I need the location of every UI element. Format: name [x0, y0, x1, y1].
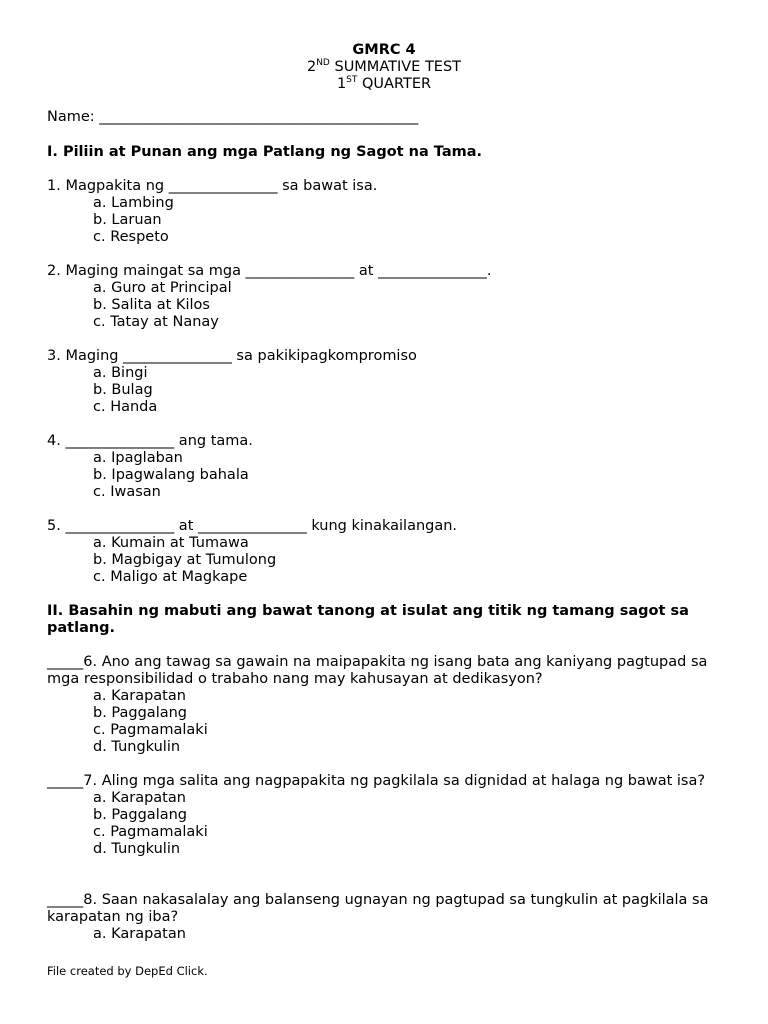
answer-option: a. Bingi: [93, 365, 148, 381]
answer-option: c. Maligo at Magkape: [93, 569, 248, 585]
question-block: [47, 518, 727, 586]
answer-option: a. Karapatan: [93, 790, 186, 806]
quarter-label: QUARTER: [357, 76, 432, 92]
part2-questions: [47, 654, 727, 943]
answer-option: c. Tatay at Nanay: [93, 314, 219, 330]
quarter-number: 1: [336, 76, 347, 92]
part1-heading: I. Piliin at Punan ang mga Patlang ng Sagot na Tama.: [47, 144, 482, 160]
answer-option: a. Lambing: [93, 195, 174, 211]
question-text: 2. Maging maingat sa mga _______________ at _______________.: [47, 263, 492, 279]
answer-option: c. Respeto: [93, 229, 169, 245]
answer-option: b. Magbigay at Tumulong: [93, 552, 277, 568]
answer-option: a. Guro at Principal: [93, 280, 232, 296]
document-header: [47, 42, 721, 93]
question-block: [47, 892, 727, 943]
answer-option: b. Paggalang: [93, 807, 188, 823]
test-ordinal: ND: [316, 58, 330, 69]
question-text: 4. _______________ ang tama.: [47, 433, 253, 449]
name-field: Name: ____________________________________________: [47, 109, 419, 125]
subject-title: GMRC 4: [352, 42, 416, 58]
test-title: [47, 59, 721, 76]
footer-credit: File created by DepEd Click.: [47, 964, 208, 978]
question-text: 3. Maging _______________ sa pakikipagkompromiso: [47, 348, 417, 364]
document-page: [47, 42, 727, 943]
answer-option: a. Karapatan: [93, 926, 186, 942]
question-block: [47, 263, 727, 331]
question-text: _____8. Saan nakasalalay ang balanseng ugnayan ng pagtupad sa tungkulin at pagkilala sa karapatan ng iba?: [47, 892, 709, 925]
answer-option: a. Kumain at Tumawa: [93, 535, 249, 551]
answer-option: b. Laruan: [93, 212, 162, 228]
answer-option: b. Ipagwalang bahala: [93, 467, 249, 483]
answer-option: d. Tungkulin: [93, 739, 181, 755]
answer-option: b. Paggalang: [93, 705, 188, 721]
answer-option: b. Salita at Kilos: [93, 297, 210, 313]
answer-option: c. Pagmamalaki: [93, 722, 208, 738]
answer-option: c. Handa: [93, 399, 158, 415]
quarter-title: [47, 76, 721, 93]
answer-option: d. Tungkulin: [93, 841, 181, 857]
answer-option: b. Bulag: [93, 382, 153, 398]
test-label: SUMMATIVE TEST: [329, 59, 462, 75]
part2-heading: II. Basahin ng mabuti ang bawat tanong at isulat ang titik ng tamang sagot sa patlang.: [47, 603, 689, 636]
answer-option: a. Ipaglaban: [93, 450, 183, 466]
question-block: [47, 178, 727, 246]
test-number: 2: [306, 59, 317, 75]
answer-option: c. Pagmamalaki: [93, 824, 208, 840]
part1-questions: [47, 178, 727, 586]
question-block: [47, 654, 727, 756]
question-block: [47, 348, 727, 416]
answer-option: a. Karapatan: [93, 688, 186, 704]
question-text: 5. _______________ at _______________ kung kinakailangan.: [47, 518, 458, 534]
question-text: _____6. Ano ang tawag sa gawain na maipapakita ng isang bata ang kaniyang pagtupad sa mga responsibilidad o trabaho nang may kahusayan at dedikasyon?: [47, 654, 708, 687]
question-block: [47, 773, 727, 858]
question-text: 1. Magpakita ng _______________ sa bawat isa.: [47, 178, 378, 194]
answer-option: c. Iwasan: [93, 484, 161, 500]
question-text: _____7. Aling mga salita ang nagpapakita ng pagkilala sa dignidad at halaga ng bawat isa?: [47, 773, 706, 789]
question-block: [47, 433, 727, 501]
quarter-ordinal: ST: [346, 75, 358, 86]
